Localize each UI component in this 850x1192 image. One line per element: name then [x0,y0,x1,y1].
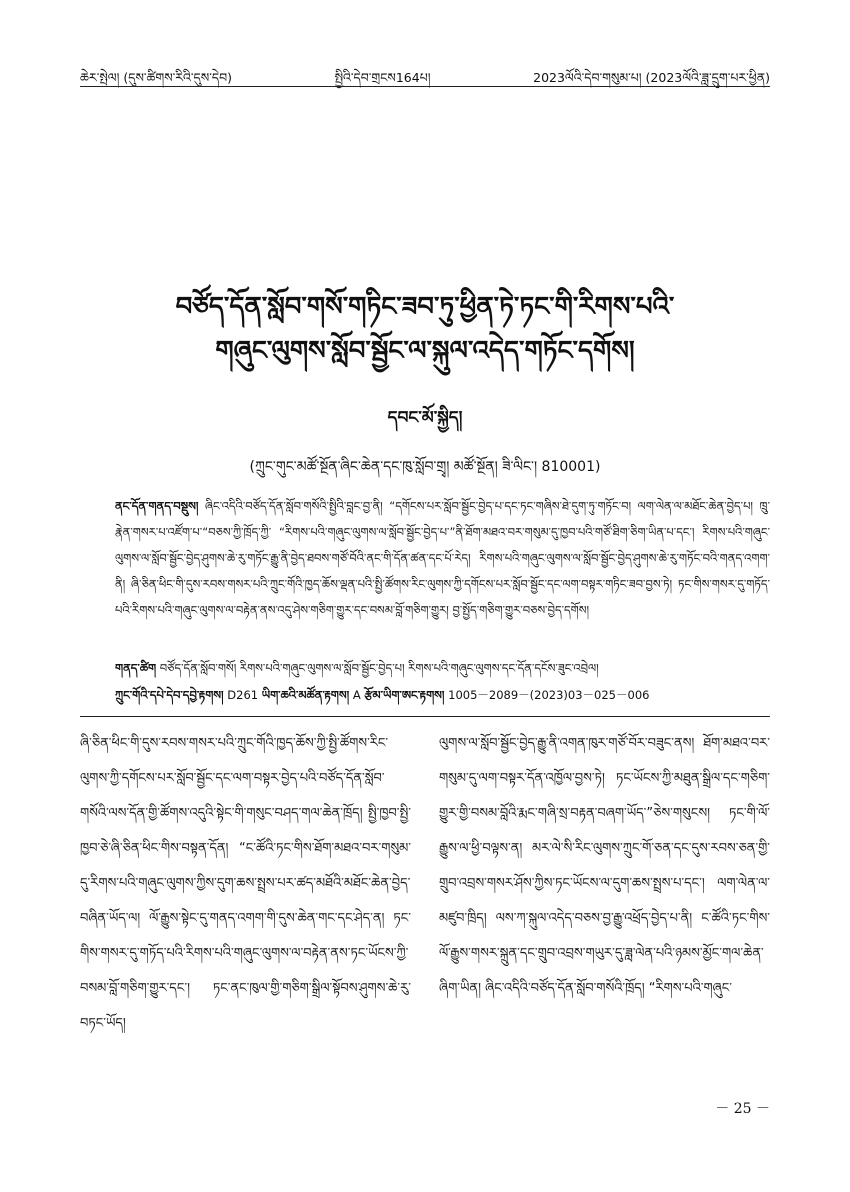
keywords [115,656,770,680]
abstract-text: ཞིང་འདིའི་བཙོད་དོན་སློབ་གསོའི་སྤྱིའི་བླང་བྱ་ནི། “དགོངས་པར་སློབ་སྦྱོང་བྱེད་པ་དང་ཏང་གཞིས་ཐེ་དུག་ཏུ་གཏོང་བ། ལག་ལེན་ལ་མཐོང་ཆེན་བྱེད་པ། ཁྲུ་རྣེན་གསར་པ་འཛོག་པ་“བཅས་ཀྱི་ཁྲོད་ཀྱི་ “རིགས་པའི་གཞུང་ལུགས་ལ་སློབ་སྦྱོང་བྱེད་པ་”ནི་ཐོག་མཐའ་བར་གསུམ་དུ་ཁྱབ་པའི་གཙོ་ཐིག་ཅིག་ཡིན་པ་དང་། རིགས་པའི་གཞུང་ལུགས་ལ་སློབ་སྦྱོང་བྱེད་ཤུགས་ཆེ་རུ་གཏོང་རྒྱུ་ནི་བྱེད་ཐབས་གཙོ་བོའི་ནང་གི་དོན་ཚན་དང་པོ་རེད། རིགས་པའི་གཞུང་ལུགས་ལ་སློབ་སྦྱོང་བྱེད་ཤུགས་ཆེ་རུ་གཏོང་བའི་གནད་འགག་ནི། ཞི་ཅིན་ཕིང་གི་དུས་རབས་གསར་པའི་ཀྲུང་གོའི་ཁྱད་ཆོས་ལྡན་པའི་སྤྱི་ཚོགས་རིང་ལུགས་ཀྱི་དགོངས་པར་སློབ་སྦྱོང་དང་ལག་བསྟར་གཏིང་ཟབ་བྱས་ཏེ། ཏང་གིས་གསར་དུ་གཏོད་པའི་རིགས་པའི་གཞུང་ལུགས་ལ་བརྟེན་ནས་འདུ་ཤེས་གཅིག་གྱུར་དང་བསམ་བློ་གཅིག་གྱུར། བྱ་སྤྱོད་གཅིག་གྱུར་བཅས་བྱེད་དགོས། [115,499,770,617]
article-title [120,285,730,373]
page-number: － 25 － [715,1101,770,1117]
article-id-label: རྩོམ་ཡིག་ཨང་རྟགས། [364,688,445,702]
article-author: དབང་མོ་སྐྱིད། [387,408,463,428]
body-columns [80,726,770,1076]
classification-line [115,684,770,706]
clc-value: D261 [227,688,259,702]
doc-code-value: A [352,688,361,702]
clc-label: ཀྲུང་གོའི་དཔེ་དེབ་དབྱེ་རྟགས། [115,688,224,702]
running-header-issue-date: 2023ལོའི་དེབ་གསུམ་པ། (2023ལོའི་ཟླ་དྲུག་པར་ཕྱིན) [533,70,770,85]
running-header-issue-total: སྤྱིའི་དེབ་གྲངས164པ། [334,70,431,85]
body-column-left [80,726,411,1076]
article-title-line-1: བཙོད་དོན་སློབ་གསོ་གཏིང་ཟབ་ཏུ་ཕྱིན་ཏེ་ཏང་གི་རིགས་པའི་ [175,292,675,322]
abstract [115,493,770,651]
running-header-journal: ཆེར་སྤེལ། (དུས་ཚིགས་རིའི་དུས་དེབ) [80,70,232,85]
keywords-text: བཙོད་དོན་སློབ་གསོ། རིགས་པའི་གཞུང་ལུགས་ལ་སློབ་སྦྱོང་བྱེད་པ། རིགས་པའི་གཞུང་ལུགས་དང་དོན་དངོས་ཟུང་འབྲེལ། [159,661,599,675]
article-title-line-2: གཞུང་ལུགས་སློབ་སྦྱོང་ལ་སྐུལ་འདེད་གཏོང་དགོས། [215,336,635,366]
body-paragraph-right: ལུགས་ལ་སློབ་སྦྱོང་བྱེད་རྒྱུ་ནི་འགན་ཁུར་གཙོ་བོར་བཟུང་ནས། ཐོག་མཐའ་བར་གསུམ་དུ་ལག་བསྟར་དོན་འཁྱོལ་བྱས་ཏེ། ཏང་ཡོངས་ཀྱི་མཐུན་སྒྲིལ་དང་གཅིག་གྱུར་གྱི་བསམ་བློའི་རྨང་གཞི་སྲ་བརྟན་བཞག་ཡོད་”ཅེས་གསུངས། ཏང་གི་ལོ་རྒྱུས་ལ་ཕྱི་བལྟས་ན། མར་ལེ་སི་རིང་ལུགས་ཀྲུང་གོ་ཅན་དང་དུས་རབས་ཅན་གྱི་གྲུབ་འབྲས་གསར་ཤོས་ཀྱིས་ཏང་ཡོངས་ལ་དུག་ཆས་སྤྲས་པ་དང་། ལག་ལེན་ལ་མཛུབ་ཁྲིད། ལས་ཀ་སྐུལ་འདེད་བཅས་བྱ་རྒྱུ་འཕྲོད་བྱེད་པ་ནི། ང་ཚོའི་ཏང་གིས་ལོ་རྒྱུས་གསར་སྐྲུན་དང་གྲུབ་འབྲས་གཡུར་དུ་ཟླ་ལེན་པའི་ཉམས་མྱོང་གལ་ཆེན་ཞིག་ཡིན། ཞིང་འདིའི་བཙོད་དོན་སློབ་གསོའི་ཁྲོད། “རིགས་པའི་གཞུང་ [439,736,770,996]
article-id-value: 1005－2089－(2023)03－025－006 [448,688,650,702]
abstract-label: ནང་དོན་གནད་བསྡུས། [115,499,199,513]
doc-code-label: ཡིག་ཆའི་མཚོན་རྟགས། [261,688,350,702]
abstract-divider [80,716,770,717]
keywords-label: གནད་ཚིག [115,661,157,675]
author-affiliation: (ཀྲུང་གུང་མཚོ་སྔོན་ཞིང་ཆེན་དང་ཁུ་སློབ་གྲྭ། མཚོ་སྔོན། ཟི་ལིང་། 810001) [249,459,601,475]
header-divider [80,86,770,87]
body-column-right [439,726,770,1076]
body-paragraph-left: ཞི་ཅིན་ཕིང་གི་དུས་རབས་གསར་པའི་ཀྲུང་གོའི་ཁྱད་ཆོས་ཀྱི་སྤྱི་ཚོགས་རིང་ལུགས་ཀྱི་དགོངས་པར་སློབ་སྦྱོང་དང་ལག་བསྟར་བྱེད་པའི་བཙོད་དོན་སློབ་གསོའི་ལས་དོན་གྱི་ཚོགས་འདུའི་སྟེང་གི་གསུང་བཤད་གལ་ཆེན་ཁྲོད། སྤྱི་ཁྱབ་སྤྱི་ཁྱབ་ཅེ་ཞི་ཅིན་ཕིང་གིས་བསྟན་དོན། “ང་ཚོའི་ཏང་གིས་ཐོག་མཐའ་བར་གསུམ་དུ་རིགས་པའི་གཞུང་ལུགས་ཀྱིས་དུག་ཆས་སྤྲས་པར་ཚད་མཐོའི་མཐོང་ཆེན་བྱེད་བཞིན་ཡོད་ལ། ལོ་རྒྱུས་སྟེང་དུ་གནད་འགག་གི་དུས་ཆེན་གང་དང་ཤེད་ན། ཏང་གིས་གསར་དུ་གཏོད་པའི་རིགས་པའི་གཞུང་ལུགས་ལ་བརྟེན་ནས་ཏང་ཡོངས་ཀྱི་བསམ་བློ་གཅིག་གྱུར་དང་། ཏང་ནང་ཁུལ་གྱི་གཅིག་སྒྲིལ་སྟོབས་ཤུགས་ཆེ་རུ་བཏང་ཡོད། [80,736,411,1031]
running-header [80,64,770,99]
